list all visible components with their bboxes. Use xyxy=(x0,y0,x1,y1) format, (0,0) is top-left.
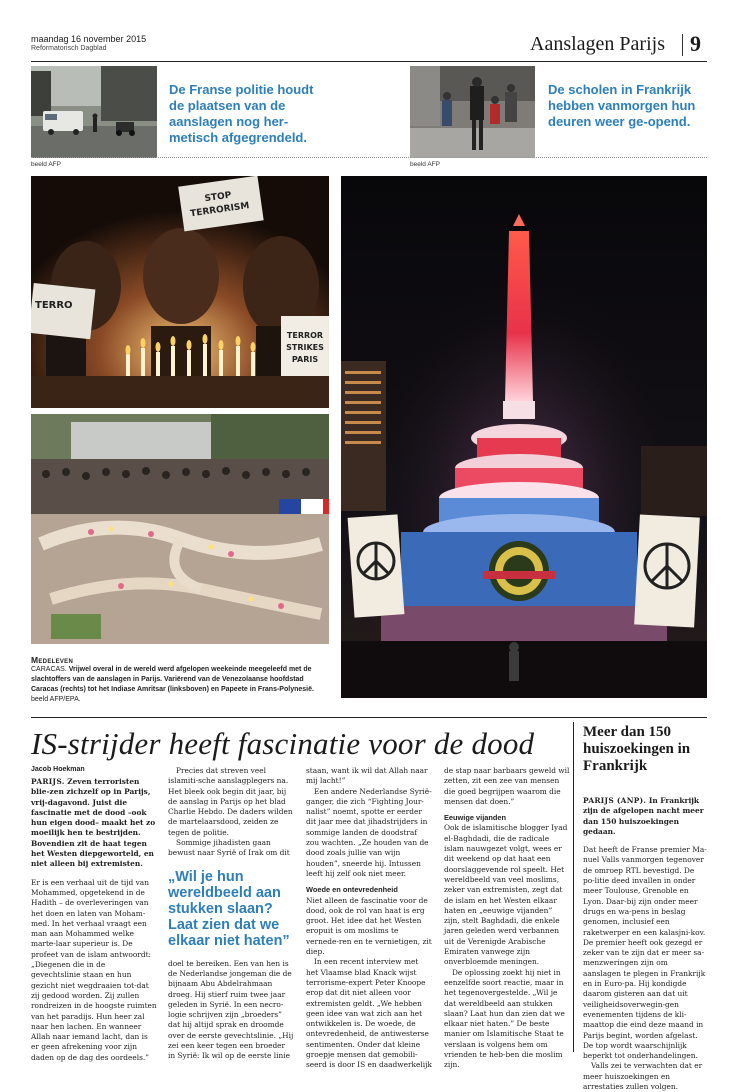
caracas-obelisk-photo xyxy=(341,176,707,698)
issue-date: maandag 16 november 2015 xyxy=(31,34,147,44)
subheading: Eeuwige vijanden xyxy=(444,813,507,823)
section-rule xyxy=(31,717,707,718)
article-paragraph: In een recent interview met het Vlaamse blad Knack wijst terrorisme-expert Peter Knoope erop dat dit niet alleen voor extremisten geldt. „We hebben geen idee van wat zich aan het ontwikkelen is. De woede, de ontevredenheid, de antiwesterse sentimenten. Onder dat kleine groepje mensen dat gemobili-seerd is door IS en daadwerkelijk xyxy=(306,957,432,1070)
school-street-photo xyxy=(410,66,535,158)
article-paragraph: Ook de islamitische blogger Iyad el-Baghdadi, die de radicale islam nauwgezet volgt, wees er dit weekend op dat haat een doorslaggevende rol speelt. Het wereldbeeld van veel moslims, zeker van extremisten, zegt dat de islam en het Westen elkaar haten en „eeuwige vijanden” zijn, stelt Baghdadi, die enkele jaren geleden werd verbannen uit de Verenigde Arabische Emiraten vanwege zijn onverbloemde meningen. xyxy=(444,823,568,967)
sidebar-title: Meer dan 150 huiszoekingen in Frankrijk xyxy=(583,724,691,774)
teaser-schools[interactable]: De scholen in Frankrijk hebben vanmorgen hun deuren weer ge-opend. xyxy=(548,82,696,129)
article-paragraph: Er is een verhaal uit de tijd van Mohammed, opgetekend in de Hadith – de overleveringen van het doen en laten van Moham-med. In het verhaal vraagt een man aan Mohammed welke marte-laar superieur is. De profeet van de islam antwoordt: „Diegenen die in de gevechtslinie staan en hun gezicht niet wegdraaien tot-dat zij gedood worden. Zij zullen rondreizen in de hoogste ruimten van het paradijs. Hun heer zal naar hen lachen. En wanneer Allah naar iemand lacht, dan is er geen afrekening voor zijn daden op de dag des oordeels.” xyxy=(31,877,157,1062)
article-dateline: PARIJS. xyxy=(31,777,65,786)
subheading: Woede en ontevredenheid xyxy=(306,885,398,895)
article-paragraph: Niet alleen de fascinatie voor de dood, ook de rol van haat is erg groot. Het idee dat het Westen eropuit is om moslims te vernede-ren en te vernietigen, zit diep. xyxy=(306,895,432,957)
photo-credit: beeld AFP xyxy=(31,161,61,168)
article-column-4 xyxy=(444,766,570,1071)
caption-text: Vrijwel overal in de wereld werd afgelopen weekeinde meegeleefd met de slachtoffers van de aanslagen in Parijs. Variërend van de Venezolaanse hoofdstad Caracas (rechts) tot het Indiase Amritsar (linksboven) en Papeete in Frans-Polynesië. xyxy=(31,666,314,693)
teaser-separator xyxy=(31,157,707,158)
sidebar-body xyxy=(583,796,707,1092)
sign-stop: STOP xyxy=(204,190,233,205)
sign-terror: TERROR xyxy=(286,331,324,340)
article-paragraph: de stap naar barbaars geweld wil zetten, zit een zee van mensen die goed begrijpen waarom die mensen dat doen.” xyxy=(444,766,570,806)
newspaper-name: Reformatorisch Dagblad xyxy=(31,45,107,52)
sign-paris: PARIS xyxy=(291,355,319,364)
article-column-3 xyxy=(306,766,432,1071)
page-number: 9 xyxy=(690,31,701,56)
byline: Jacob Hoekman xyxy=(31,766,85,773)
photo-caption xyxy=(31,655,329,705)
sidebar-divider xyxy=(573,722,574,1052)
pull-quote: „Wil je hun wereldbeeld aan stukken slaan? Laat zien dat we elkaar niet haten” xyxy=(168,868,290,949)
article-column-1 xyxy=(31,766,157,1063)
article-paragraph: Precies dat streven veel islamiti-sche aanslagplegers na. Het bleek ook begin dit jaar, bij de aanslag in Parijs op het blad Charlie Hebdo. De daders wilden de martelaarsdood, zeiden ze tegen de politie. xyxy=(168,766,293,837)
article-headline: IS-strijder heeft fascinatie voor de dood xyxy=(31,726,535,761)
article-paragraph: staan, want ik wil dat Allah naar mij lacht!” xyxy=(306,766,428,786)
article-paragraph: De oplossing zoekt hij niet in eenzelfde soort reactie, maar in het tegenovergestelde. „Wil je dat wereldbeeld aan stukken slaan? Laat hun dan zien dat we elkaar niet haten.” De beste manier om Islamitische Staat te verslaan is volgens hem om vrienden te heb-ben die moslim zijn. xyxy=(444,967,565,1070)
sidebar-paragraph: Dat heeft de Franse premier Ma-nuel Valls vanmorgen tegenover de omroep RTL bevestigd. De po-litie deed invallen in onder meer Toulouse, Grenoble en Lyon. Daar-bij zijn onder meer drugs en wa-pens in beslag genomen, inclusief een raketwerper en een kalasjni-kov. De premier heeft ook gezegd er zeker van te zijn dat er meer sa-menzweringen zijn om aanslagen te plegen in Frankrijk en in Euro-pa. Hij kondigde daarom gisteren aan dat uit veiligheidsoverwegin-gen evenementen tijdens de kli-maattop die eind deze maand in Parijs begint, worden afgelast. De top wordt waarschijnlijk beperkt tot onderhandelingen. xyxy=(583,845,707,1061)
papeete-flowers-photo xyxy=(31,414,329,644)
sidebar-lead: In Frankrijk zijn de afgelopen nacht meer dan 150 huiszoekingen gedaan. xyxy=(583,796,704,836)
header-divider xyxy=(682,34,683,56)
teaser-police[interactable]: De Franse politie houdt de plaatsen van de aanslagen nog her-metisch afgegrendeld. xyxy=(169,82,314,145)
caption-title: Medeleven xyxy=(31,655,74,665)
article-paragraph: doel te bereiken. Een van hen is de Nederlandse jongeman die de bijnaam Abu Abdelrahmaan droeg. Hij stierf ruim twee jaar geleden in Syrië. In een necro-logie schrijven zijn „broeders” dat hij altijd sprak en droomde over de eerste gevechtslinie. „Hij zei een keer tegen een broeder in Syrië: Ik wil op de eerste linie xyxy=(168,958,294,1061)
photo-credit: beeld AFP xyxy=(410,161,440,168)
caption-dateline: CARACAS. xyxy=(31,666,67,673)
article-paragraph: Een andere Nederlandse Syrië-ganger, die zich “Fighting Jour-nalist” noemt, spotte er eerder dit jaar mee dat jihadstrijders in sommige landen de doodstraf zou wachten. „Ze houden van de dood zoals jullie van wijn houden”, sneerde hij. Intussen leeft hij zelf ook niet meer. xyxy=(306,786,432,878)
article-paragraph: Sommige jihadisten gaan bewust naar Syrië of Irak om dit xyxy=(168,838,290,858)
sign-terrorism: TERRORISM xyxy=(189,201,251,220)
article-column-2 xyxy=(168,766,294,1062)
sign-terrorism-left: TERRO xyxy=(35,300,73,311)
article-lead: Zeven terroristen blie-zen zichzelf op in Parijs, vrij-dagavond. Juist die fascinatie met de dood –ook hun eigen dood– maakt het zo moeilijk hen te bestrijden. Bovendien zit de haat tegen het Westen diepgeworteld, en niet alleen bij extremisten. xyxy=(31,777,156,869)
section-title: Aanslagen Parijs xyxy=(530,33,665,55)
sidebar-dateline: PARIJS (ANP). xyxy=(583,796,647,805)
sign-strikes: STRIKES xyxy=(286,343,324,352)
caption-credit: beeld AFP/EPA. xyxy=(31,696,81,703)
header-rule xyxy=(31,61,707,62)
sidebar-paragraph: Valls zei te verwachten dat er meer huiszoekingen en arrestaties zullen volgen. xyxy=(583,1061,703,1092)
police-street-photo xyxy=(31,66,157,158)
amritsar-candles-photo xyxy=(31,176,329,408)
